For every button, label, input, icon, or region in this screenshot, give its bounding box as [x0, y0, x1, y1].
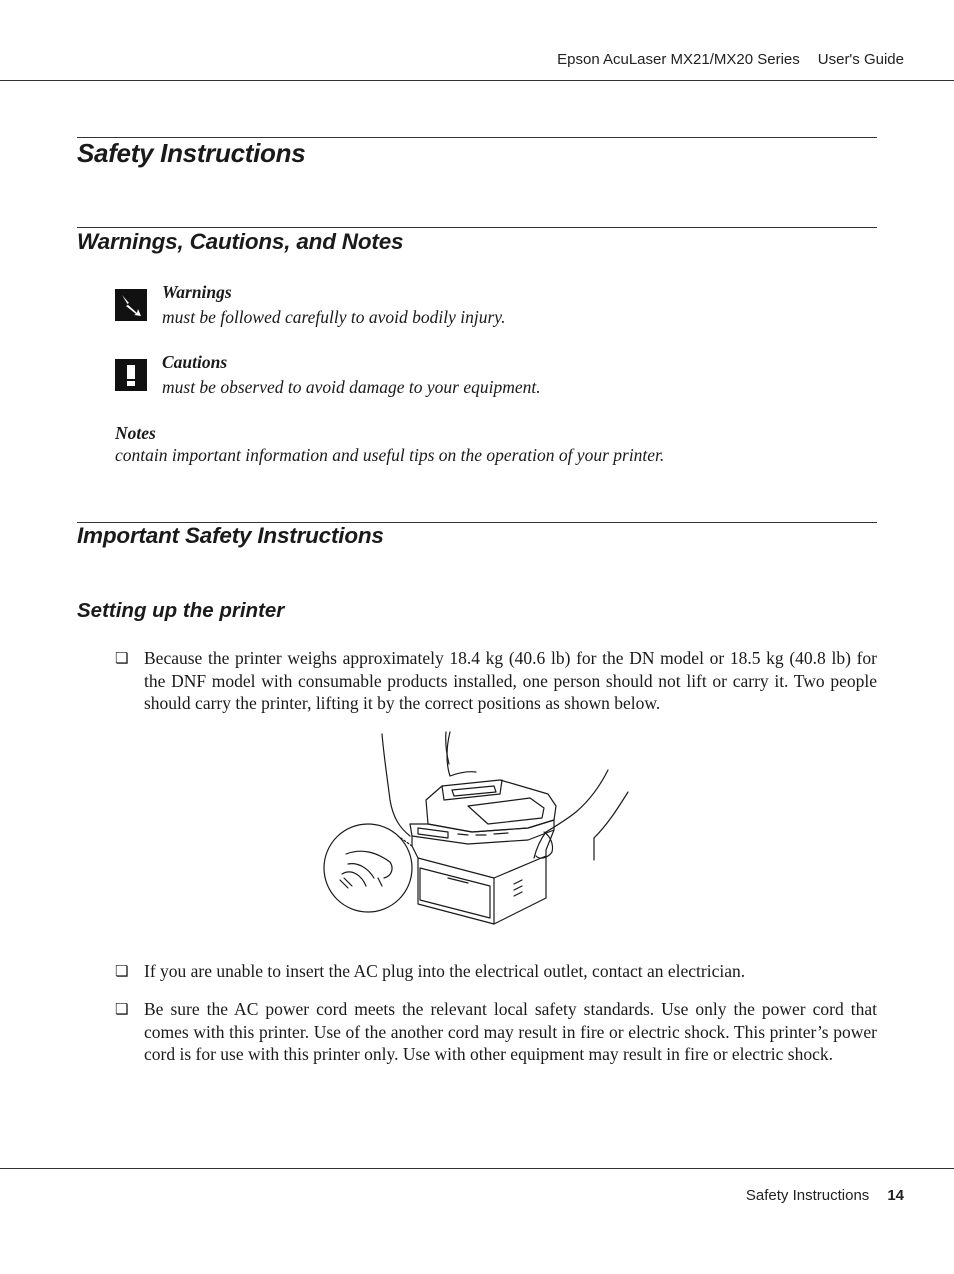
warning-text: must be followed carefully to avoid bodily injury. — [162, 307, 506, 327]
section-title-important: Important Safety Instructions — [77, 523, 384, 548]
warning-term: Warnings — [162, 282, 232, 302]
footer-rule — [0, 1168, 954, 1169]
list-item-text: Be sure the AC power cord meets the relevant local safety standards. Use only the power cord that comes with this printer. Use of the another cord may result in fire or electric shock. This printer’s power cord is for use with this printer only. Use with other equipment may result in fire or electric shock. — [144, 999, 877, 1064]
caution-term: Cautions — [162, 352, 228, 372]
list-item-text: If you are unable to insert the AC plug into the electrical outlet, contact an electrician. — [144, 961, 746, 981]
subsection-title-setup: Setting up the printer — [77, 599, 285, 622]
bullet-checkbox-glyph: ❏ — [115, 649, 129, 667]
note-text: contain important information and useful tips on the operation of your printer. — [115, 445, 665, 465]
page-title: Safety Instructions — [77, 138, 306, 168]
header-guide: User's Guide — [817, 51, 904, 68]
header-product: Epson AcuLaser MX21/MX20 Series — [557, 51, 800, 68]
bullet-checkbox-glyph: ❏ — [115, 1000, 129, 1018]
footer-section: Safety Instructions — [745, 1187, 870, 1204]
caution-exclamation-icon — [115, 359, 147, 391]
running-header — [557, 51, 904, 68]
list-item — [115, 998, 877, 1066]
header-rule — [0, 80, 954, 81]
note-term: Notes — [115, 423, 156, 443]
list-item — [115, 647, 877, 715]
two-person-lifting-printer-illustration — [318, 728, 638, 930]
section-title-warnings: Warnings, Cautions, and Notes — [77, 229, 404, 254]
warning-lightning-icon — [115, 289, 147, 321]
page-number: 14 — [887, 1187, 904, 1204]
list-item-text: Because the printer weighs approximately 18.4 kg (40.6 lb) for the DN model or 18.5 kg (40.8 lb) for the DNF model with consumable products installed, one person should not lift or carry it. Two people should carry the printer, lifting it by the correct positions as shown below. — [144, 648, 877, 713]
bullet-checkbox-glyph: ❏ — [115, 962, 129, 980]
section-rule-warnings — [77, 227, 877, 228]
caution-text: must be observed to avoid damage to your equipment. — [162, 377, 541, 397]
list-item — [115, 960, 877, 983]
running-footer — [746, 1187, 904, 1204]
